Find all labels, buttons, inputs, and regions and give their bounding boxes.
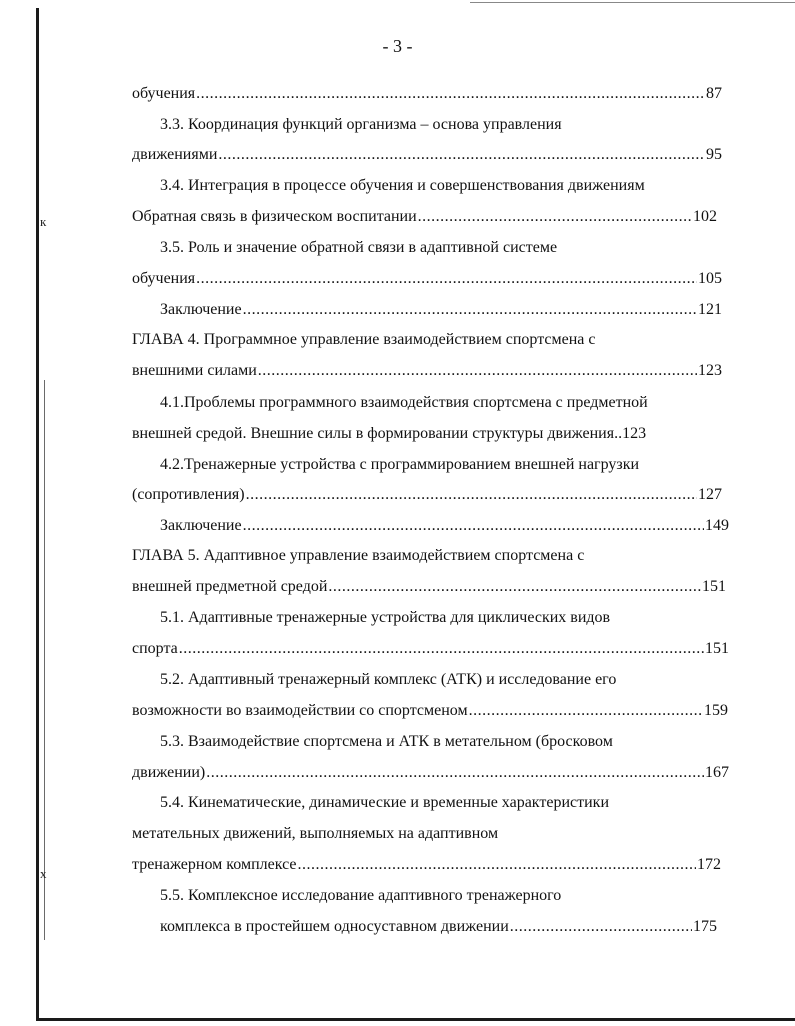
toc-leader — [196, 269, 697, 289]
toc-entry — [132, 639, 729, 659]
toc-entry-text: движениями — [132, 146, 218, 163]
toc-leader — [469, 701, 703, 721]
toc-entry — [132, 269, 722, 289]
toc-entry-heading: внешней средой. Внешние силы в формировании структуры движения..123 — [132, 425, 647, 442]
toc-entry-text: внешними силами — [132, 362, 257, 379]
toc-entry — [132, 763, 729, 783]
toc-entry-text: (сопротивления) — [132, 486, 245, 503]
toc-entry-page: 123 — [698, 362, 722, 379]
toc-entry — [132, 145, 722, 165]
toc-leader — [243, 516, 704, 536]
toc-entry-text: Обратная связь в физическом воспитании — [132, 208, 417, 225]
toc-entry-heading: 5.1. Адаптивные тренажерные устройства для циклических видов — [160, 609, 611, 626]
toc-entry — [160, 917, 717, 937]
toc-leader — [418, 207, 692, 227]
toc-entry-page: 127 — [698, 486, 722, 503]
toc-leader — [258, 361, 697, 381]
toc-entry-heading: 4.2.Тренажерные устройства с программированием внешней нагрузки — [160, 456, 640, 473]
toc-leader — [218, 145, 705, 165]
toc-entry-page: 151 — [705, 640, 729, 657]
toc-entry-heading: 5.4. Кинематические, динамические и временные характеристики — [160, 794, 610, 811]
toc-leader — [297, 855, 696, 875]
toc-leader — [206, 763, 704, 783]
toc-entry — [132, 485, 722, 505]
toc-entry-heading: 5.3. Взаимодействие спортсмена и АТК в метательном (бросковом — [160, 733, 613, 750]
toc-entry — [132, 207, 717, 227]
toc-entry-text: Заключение — [160, 301, 242, 318]
toc-entry-text: обучения — [132, 85, 196, 102]
toc-entry-heading: 3.3. Координация функций организма – основа управления — [160, 116, 562, 133]
toc-entry-page: 172 — [697, 856, 721, 873]
toc-entry-heading: 3.4. Интеграция в процессе обучения и совершенствования движениям — [160, 177, 645, 194]
left-margin-rule — [36, 8, 39, 1018]
toc-entry-page: 149 — [705, 517, 729, 534]
toc-entry — [160, 300, 722, 320]
chapter-heading: ГЛАВА 5. Адаптивное управление взаимодействием спортсмена с — [132, 547, 585, 564]
toc-leader — [243, 300, 697, 320]
toc-entry-page: 105 — [698, 270, 722, 287]
left-margin-thin-rule — [44, 380, 45, 940]
page-number: - 3 - — [382, 36, 413, 56]
toc-entry — [132, 361, 722, 381]
toc-entry-heading: 3.5. Роль и значение обратной связи в адаптивной системе — [160, 239, 558, 256]
toc-entry — [132, 577, 726, 597]
toc-entry-page: 121 — [698, 301, 722, 318]
toc-entry-text: комплекса в простейшем односуставном движении — [160, 918, 509, 935]
toc-entry-page: 151 — [702, 578, 726, 595]
chapter-heading: ГЛАВА 4. Программное управление взаимодействием спортсмена с — [132, 331, 596, 348]
toc-entry-heading: метательных движений, выполняемых на адаптивном — [132, 825, 499, 842]
toc-entry-page: 95 — [706, 146, 722, 163]
toc-entry-page: 102 — [693, 208, 717, 225]
toc-entry-text: возможности во взаимодействии со спортсменом — [132, 702, 468, 719]
toc-entry — [132, 701, 728, 721]
toc-entry — [132, 855, 721, 875]
margin-mark-1: к — [40, 214, 47, 229]
toc-entry-heading: 4.1.Проблемы программного взаимодействия спортсмена с предметной — [160, 394, 648, 411]
toc-entry-text: Заключение — [160, 517, 242, 534]
toc-entry-page: 87 — [706, 85, 722, 102]
toc-entry — [160, 516, 729, 536]
toc-leader — [246, 485, 697, 505]
toc-leader — [179, 639, 704, 659]
toc-entry-text: тренажерном комплексе — [132, 856, 297, 873]
margin-mark-2: х — [40, 866, 47, 881]
toc-entry-heading: 5.2. Адаптивный тренажерный комплекс (АТК) и исследование его — [160, 671, 617, 688]
toc-entry-heading: 5.5. Комплексное исследование адаптивного тренажерного — [160, 887, 562, 904]
toc-leader — [510, 917, 692, 937]
toc-entry-text: обучения — [132, 270, 196, 287]
toc-leader — [196, 84, 705, 104]
bottom-edge-line — [36, 1018, 795, 1021]
toc-entry-text: спорта — [132, 640, 178, 657]
toc-entry — [132, 84, 722, 104]
toc-entry-text: движении) — [132, 764, 206, 781]
top-edge-line — [470, 2, 795, 3]
toc-leader — [328, 577, 701, 597]
toc-entry-page: 167 — [705, 764, 729, 781]
toc-entry-page: 159 — [704, 702, 728, 719]
toc-entry-text: внешней предметной средой — [132, 578, 328, 595]
toc-entry-page: 175 — [693, 918, 717, 935]
